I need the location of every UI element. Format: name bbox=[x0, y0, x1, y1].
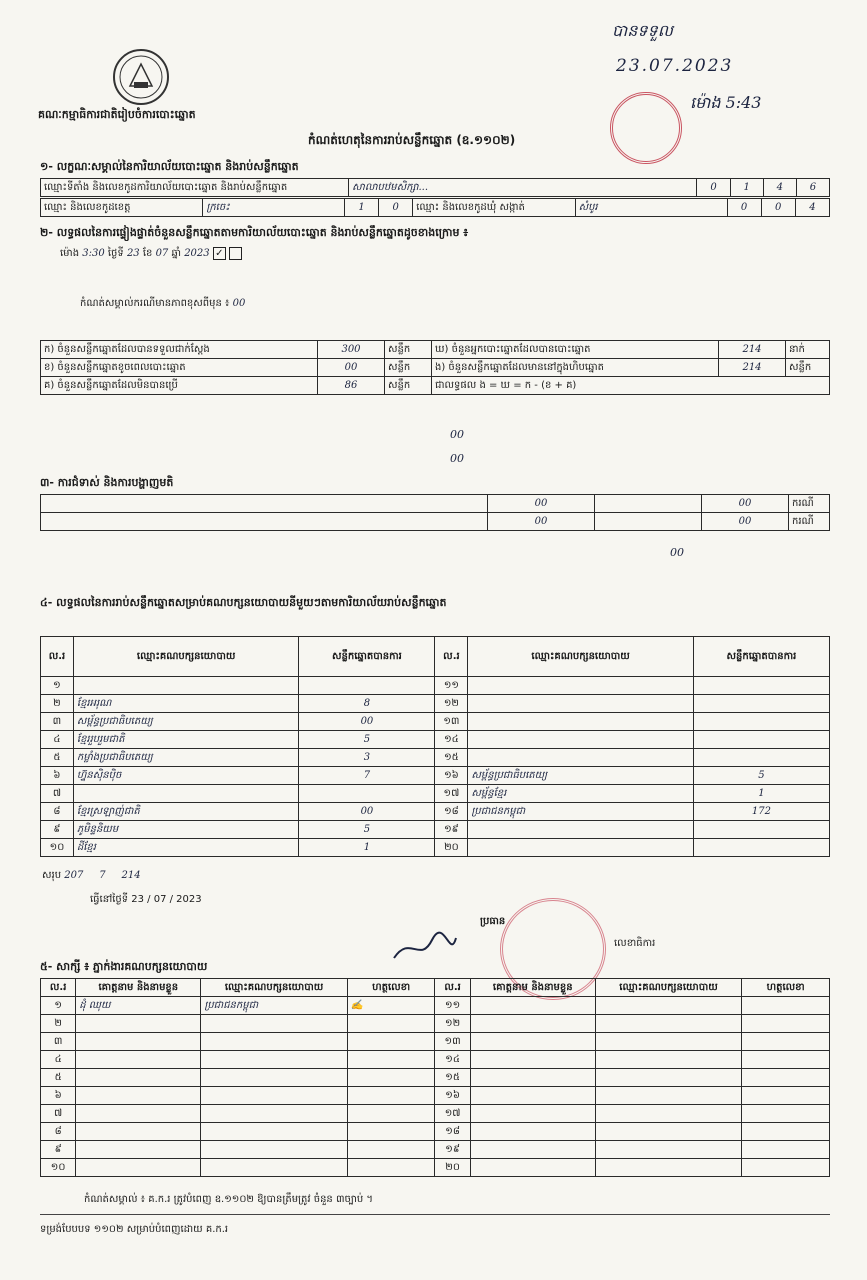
table-row bbox=[41, 1069, 830, 1087]
verify-time: 3:30 bbox=[82, 248, 105, 259]
table-row bbox=[41, 803, 830, 821]
table-row bbox=[41, 767, 830, 785]
checkbox-no bbox=[229, 247, 242, 260]
table-row bbox=[41, 821, 830, 839]
table-cell: ១៧ bbox=[435, 785, 468, 803]
table-cell: ខ្មែរអរុណ bbox=[73, 695, 298, 713]
commune-label: ឈ្មោះ និងលេខកូដឃុំ សង្កាត់ bbox=[413, 199, 575, 217]
table-row bbox=[41, 785, 830, 803]
table-cell bbox=[595, 1087, 741, 1105]
col-no-left: ល.រ bbox=[41, 637, 74, 677]
table-cell bbox=[742, 1105, 830, 1123]
total-in-box: 214 bbox=[121, 870, 141, 881]
section1-title: ១- លក្ខណៈសម្គាល់នៃការិយាល័យបោះឆ្នោត និងរាប់សន្លឹកឆ្នោត bbox=[40, 160, 299, 173]
table-cell: 00 bbox=[299, 713, 435, 731]
date-line: ធ្វើនៅថ្ងៃទី 23 / 07 / 2023 bbox=[90, 894, 202, 905]
table-cell: 8 bbox=[299, 695, 435, 713]
table-cell: ៦ bbox=[41, 1087, 76, 1105]
objection-unit-2: ករណី bbox=[789, 513, 830, 531]
table-cell: ១៤ bbox=[435, 731, 468, 749]
table-cell bbox=[76, 1159, 201, 1177]
table-cell: សម្ព័ន្ធប្រជាធិបតេយ្យ bbox=[468, 767, 693, 785]
table-cell bbox=[470, 997, 595, 1015]
objection-value-4: 00 bbox=[702, 513, 789, 531]
table-row bbox=[41, 1051, 830, 1069]
table-cell: ៣ bbox=[41, 1033, 76, 1051]
w-col-name-left: គោត្តនាម និងនាមខ្លួន bbox=[76, 979, 201, 997]
table-cell bbox=[73, 785, 298, 803]
table-cell: ១៤ bbox=[435, 1051, 470, 1069]
other-value: 00 bbox=[670, 546, 684, 559]
count-a-value: 300 bbox=[318, 341, 385, 359]
table-cell bbox=[693, 731, 829, 749]
table-cell bbox=[595, 1105, 741, 1123]
table-cell bbox=[742, 1123, 830, 1141]
table-cell: កម្លាំងប្រជាធិបតេយ្យ bbox=[73, 749, 298, 767]
table-cell: ភូមិន្ទនិយម bbox=[73, 821, 298, 839]
official-stamp bbox=[610, 92, 682, 164]
commune-value: សំបូរ bbox=[575, 199, 727, 217]
table-row bbox=[41, 1141, 830, 1159]
table-cell bbox=[693, 839, 829, 857]
table-cell bbox=[347, 1105, 435, 1123]
section2-counts-table bbox=[40, 340, 830, 395]
votes-table bbox=[40, 636, 830, 857]
table-cell bbox=[742, 1069, 830, 1087]
table-cell bbox=[742, 997, 830, 1015]
table-cell: ៤ bbox=[41, 731, 74, 749]
count-d-value: 214 bbox=[719, 341, 786, 359]
incident-label: កំណត់សម្គាល់ករណីមានភាពខុសពីមុន ៖ bbox=[80, 298, 230, 309]
table-cell bbox=[201, 1087, 347, 1105]
table-cell bbox=[76, 1051, 201, 1069]
table-cell bbox=[595, 1033, 741, 1051]
count-e-value: 214 bbox=[719, 359, 786, 377]
table-cell: ២០ bbox=[435, 1159, 470, 1177]
table-cell bbox=[470, 1051, 595, 1069]
table-cell bbox=[595, 1015, 741, 1033]
table-cell bbox=[347, 1033, 435, 1051]
table-cell: ១៦ bbox=[435, 767, 468, 785]
table-cell bbox=[742, 1051, 830, 1069]
table-cell bbox=[347, 1159, 435, 1177]
table-cell: ១ bbox=[41, 677, 74, 695]
incident-value: 00 bbox=[232, 298, 246, 309]
table-cell: ប្រជាជនកម្ពុជា bbox=[468, 803, 693, 821]
objection-value-2: 00 bbox=[702, 495, 789, 513]
table-cell bbox=[742, 1033, 830, 1051]
table-cell bbox=[347, 1123, 435, 1141]
table-row bbox=[41, 1159, 830, 1177]
section2-title: ២- លទ្ធផលនៃការផ្ទៀងផ្ទាត់ចំនួនសន្លឹកឆ្នោតតាមការិយាល័យបោះឆ្នោត និងរាប់សន្លឹកឆ្នោតដូចខាងក្រោម ៖ bbox=[40, 226, 469, 239]
table-cell: ប្រជាជនកម្ពុជា bbox=[201, 997, 347, 1015]
table-cell: ១៣ bbox=[435, 1033, 470, 1051]
table-cell bbox=[470, 1123, 595, 1141]
section1-table bbox=[40, 178, 830, 197]
table-cell bbox=[73, 677, 298, 695]
location-label: ឈ្មោះទីតាំង និងលេខកូដការិយាល័យបោះឆ្នោត និងរាប់សន្លឹកឆ្នោត bbox=[41, 179, 349, 197]
table-cell: ១៥ bbox=[435, 1069, 470, 1087]
col-no-right: ល.រ bbox=[435, 637, 468, 677]
table-row bbox=[41, 695, 830, 713]
table-cell bbox=[76, 1033, 201, 1051]
table-cell: 5 bbox=[299, 821, 435, 839]
table-cell: ២ bbox=[41, 1015, 76, 1033]
table-cell bbox=[347, 1141, 435, 1159]
section4-title: ៤- លទ្ធផលនៃការរាប់សន្លឹកឆ្នោតសម្រាប់គណបក្សនយោបាយនីមួយៗតាមការិយាល័យរាប់សន្លឹកឆ្នោត bbox=[40, 596, 447, 609]
total-valid: 207 bbox=[64, 870, 84, 881]
table-cell bbox=[742, 1087, 830, 1105]
verify-day: 23 bbox=[126, 248, 140, 259]
count-a-unit: សន្លឹក bbox=[385, 341, 432, 359]
table-cell: សម្ព័ន្ធខ្មែរ bbox=[468, 785, 693, 803]
table-cell bbox=[595, 1159, 741, 1177]
table-cell: សម្ព័ន្ធប្រជាធិបតេយ្យ bbox=[73, 713, 298, 731]
secretary-label: លេខាធិការ bbox=[614, 938, 656, 949]
table-cell: 5 bbox=[693, 767, 829, 785]
commune-code-2: 0 bbox=[761, 199, 795, 217]
table-cell bbox=[201, 1105, 347, 1123]
section5-title: ៥- សាក្សី ៖ ភ្នាក់ងារគណបក្សនយោបាយ bbox=[40, 960, 208, 973]
section3-title: ៣- ការជំទាស់ និងការបង្ហាញមតិ bbox=[40, 476, 174, 489]
table-row bbox=[41, 1105, 830, 1123]
table-cell bbox=[347, 1069, 435, 1087]
w-col-no-right: ល.រ bbox=[435, 979, 470, 997]
table-cell: ៥ bbox=[41, 749, 74, 767]
table-cell bbox=[693, 821, 829, 839]
table-cell: ១៩ bbox=[435, 821, 468, 839]
objection-value-1: 00 bbox=[488, 495, 595, 513]
province-label: ឈ្មោះ និងលេខកូដខេត្ត bbox=[41, 199, 203, 217]
table-cell bbox=[76, 1069, 201, 1087]
count-b-unit: សន្លឹក bbox=[385, 359, 432, 377]
col-party-right: ឈ្មោះគណបក្សនយោបាយ bbox=[468, 637, 693, 677]
table-cell bbox=[76, 1123, 201, 1141]
table-cell bbox=[742, 1159, 830, 1177]
received-time: ម៉ោង 5:43 bbox=[690, 93, 762, 112]
table-cell bbox=[470, 1159, 595, 1177]
verify-year: 2023 bbox=[184, 248, 210, 259]
province-code-1: 1 bbox=[345, 199, 379, 217]
table-cell bbox=[595, 1141, 741, 1159]
totals-line: សរុប 207 7 214 bbox=[42, 870, 141, 881]
table-cell: ៧ bbox=[41, 1105, 76, 1123]
table-cell bbox=[201, 1069, 347, 1087]
total-invalid: 7 bbox=[99, 870, 106, 881]
table-cell bbox=[595, 1123, 741, 1141]
table-cell bbox=[347, 1087, 435, 1105]
table-cell: ២ bbox=[41, 695, 74, 713]
objection-value-3: 00 bbox=[488, 513, 595, 531]
table-cell bbox=[76, 1105, 201, 1123]
received-date: 23.07.2023 bbox=[616, 56, 734, 76]
table-row bbox=[41, 749, 830, 767]
note2-value: 00 bbox=[450, 452, 464, 465]
table-cell bbox=[470, 1015, 595, 1033]
table-cell: ១៨ bbox=[435, 803, 468, 821]
table-cell: ៨ bbox=[41, 803, 74, 821]
table-cell bbox=[470, 1087, 595, 1105]
received-label: បានទទួល bbox=[612, 21, 673, 40]
table-cell bbox=[595, 997, 741, 1015]
table-cell: ហ្វ៊ុនស៊ិនប៉ិច bbox=[73, 767, 298, 785]
table-cell: ១១ bbox=[435, 677, 468, 695]
table-cell bbox=[693, 713, 829, 731]
table-cell: ៣ bbox=[41, 713, 74, 731]
province-code-2: 0 bbox=[379, 199, 413, 217]
table-row bbox=[41, 1033, 830, 1051]
commune-code-1: 0 bbox=[727, 199, 761, 217]
table-cell: 7 bbox=[299, 767, 435, 785]
table-cell bbox=[299, 785, 435, 803]
formula-label: ជាលទ្ធផល ង = ឃ = ក - (ខ + គ) bbox=[432, 377, 830, 395]
table-cell bbox=[201, 1015, 347, 1033]
verify-month: 07 bbox=[155, 248, 169, 259]
table-row bbox=[41, 677, 830, 695]
table-cell: ១៥ bbox=[435, 749, 468, 767]
table-cell: ខ្មែរស្រឡាញ់ជាតិ bbox=[73, 803, 298, 821]
table-cell bbox=[742, 1141, 830, 1159]
count-a-label: ក) ចំនួនសន្លឹកឆ្នោតដែលបានទទួលជាក់ស្តែង bbox=[41, 341, 318, 359]
table-cell: ១៦ bbox=[435, 1087, 470, 1105]
table-cell: 1 bbox=[693, 785, 829, 803]
table-cell: ១០ bbox=[41, 839, 74, 857]
table-row bbox=[41, 1123, 830, 1141]
table-cell: ✍ bbox=[347, 997, 435, 1015]
table-row bbox=[41, 713, 830, 731]
count-c-unit: សន្លឹក bbox=[385, 377, 432, 395]
table-cell: ដុំ ឈុយ bbox=[76, 997, 201, 1015]
table-cell: ១៨ bbox=[435, 1123, 470, 1141]
table-cell: ៥ bbox=[41, 1069, 76, 1087]
table-cell: 172 bbox=[693, 803, 829, 821]
table-cell: 00 bbox=[299, 803, 435, 821]
table-cell bbox=[201, 1033, 347, 1051]
col-votes-left: សន្លឹកឆ្នោតបានការ bbox=[299, 637, 435, 677]
table-cell: ៩ bbox=[41, 1141, 76, 1159]
province-value: ក្រចេះ bbox=[203, 199, 345, 217]
table-cell bbox=[201, 1159, 347, 1177]
table-row bbox=[41, 731, 830, 749]
section1-table-row2 bbox=[40, 198, 830, 217]
table-cell: ៨ bbox=[41, 1123, 76, 1141]
committee-name: គណៈកម្មាធិការជាតិរៀបចំការបោះឆ្នោត bbox=[38, 108, 196, 121]
checkbox-yes: ✓ bbox=[213, 247, 226, 260]
table-cell: ២០ bbox=[435, 839, 468, 857]
form-note: ទម្រង់បែបបទ ១១០២ សម្រាប់បំពេញដោយ គ.ក.រ bbox=[40, 1224, 229, 1235]
count-d-unit: នាក់ bbox=[786, 341, 830, 359]
table-cell: ១១ bbox=[435, 997, 470, 1015]
table-cell bbox=[468, 677, 693, 695]
location-code-1: 0 bbox=[697, 179, 730, 197]
table-cell bbox=[470, 1141, 595, 1159]
col-party-left: ឈ្មោះគណបក្សនយោបាយ bbox=[73, 637, 298, 677]
table-cell: ១៣ bbox=[435, 713, 468, 731]
location-code-4: 6 bbox=[796, 179, 829, 197]
table-cell bbox=[595, 1051, 741, 1069]
table-cell bbox=[201, 1051, 347, 1069]
col-votes-right: សន្លឹកឆ្នោតបានការ bbox=[693, 637, 829, 677]
footnote: កំណត់សម្គាល់ ៖ គ.ក.រ ត្រូវបំពេញ ឧ.១១០២ ឱ្យបានត្រឹមត្រូវ ចំនួន ៣ច្បាប់ ។ bbox=[84, 1194, 373, 1205]
count-c-label: គ) ចំនួនសន្លឹកឆ្នោតដែលមិនបានប្រើ bbox=[41, 377, 318, 395]
table-cell: ៩ bbox=[41, 821, 74, 839]
table-cell bbox=[742, 1015, 830, 1033]
nec-logo-icon bbox=[112, 48, 170, 106]
chairman-label: ប្រធាន bbox=[480, 916, 506, 927]
table-cell: ៦ bbox=[41, 767, 74, 785]
count-e-label: ង) ចំនួនសន្លឹកឆ្នោតដែលមាននៅក្នុងហិបឆ្នោត bbox=[432, 359, 719, 377]
count-d-label: ឃ) ចំនួនអ្នកបោះឆ្នោតដែលបានបោះឆ្នោត bbox=[432, 341, 719, 359]
w-col-sign-right: ហត្ថលេខា bbox=[742, 979, 830, 997]
table-cell bbox=[76, 1015, 201, 1033]
table-cell bbox=[347, 1051, 435, 1069]
table-cell bbox=[468, 695, 693, 713]
section3-table bbox=[40, 494, 830, 531]
table-cell bbox=[201, 1141, 347, 1159]
table-cell bbox=[470, 1105, 595, 1123]
table-cell bbox=[693, 749, 829, 767]
table-cell bbox=[468, 839, 693, 857]
table-cell bbox=[468, 749, 693, 767]
count-b-value: 00 bbox=[318, 359, 385, 377]
table-cell: 5 bbox=[299, 731, 435, 749]
w-col-party-right: ឈ្មោះគណបក្សនយោបាយ bbox=[595, 979, 741, 997]
table-cell bbox=[693, 677, 829, 695]
table-cell bbox=[201, 1123, 347, 1141]
table-cell: ១២ bbox=[435, 1015, 470, 1033]
location-code-2: 1 bbox=[730, 179, 763, 197]
location-code-3: 4 bbox=[763, 179, 796, 197]
table-cell: 1 bbox=[299, 839, 435, 857]
table-cell bbox=[468, 731, 693, 749]
table-cell bbox=[595, 1069, 741, 1087]
table-cell: ៤ bbox=[41, 1051, 76, 1069]
w-col-name-right: គោត្តនាម និងនាមខ្លួន bbox=[470, 979, 595, 997]
w-col-no-left: ល.រ bbox=[41, 979, 76, 997]
table-cell: ដីខ្មែរ bbox=[73, 839, 298, 857]
location-value: សាលាបឋមសិក្សា... bbox=[349, 179, 697, 197]
count-c-value: 86 bbox=[318, 377, 385, 395]
table-cell bbox=[693, 695, 829, 713]
table-cell: 3 bbox=[299, 749, 435, 767]
table-row bbox=[41, 1087, 830, 1105]
form-title: កំណត់ហេតុនៃការរាប់សន្លឹកឆ្នោត (ឧ.១១០២) bbox=[308, 133, 516, 147]
table-cell: ខ្មែររួបរួមជាតិ bbox=[73, 731, 298, 749]
table-row bbox=[41, 839, 830, 857]
table-row bbox=[41, 1015, 830, 1033]
count-e-unit: សន្លឹក bbox=[786, 359, 830, 377]
w-col-party-left: ឈ្មោះគណបក្សនយោបាយ bbox=[201, 979, 347, 997]
table-cell bbox=[468, 713, 693, 731]
table-cell bbox=[76, 1087, 201, 1105]
table-cell: ១៩ bbox=[435, 1141, 470, 1159]
table-cell bbox=[470, 1069, 595, 1087]
commune-code-3: 4 bbox=[795, 199, 829, 217]
table-cell: ១៧ bbox=[435, 1105, 470, 1123]
table-cell: ១២ bbox=[435, 695, 468, 713]
count-b-label: ខ) ចំនួនសន្លឹកឆ្នោតខូចពេលបោះឆ្នោត bbox=[41, 359, 318, 377]
witness-table bbox=[40, 978, 830, 1177]
note1-value: 00 bbox=[450, 428, 464, 441]
objection-unit-1: ករណី bbox=[789, 495, 830, 513]
table-cell: ១០ bbox=[41, 1159, 76, 1177]
verify-time-line: ម៉ោង 3:30 ថ្ងៃទី 23 ខែ 07 ឆ្នាំ 2023 ✓ bbox=[60, 246, 830, 261]
table-cell bbox=[470, 1033, 595, 1051]
table-cell: ១ bbox=[41, 997, 76, 1015]
table-cell bbox=[347, 1015, 435, 1033]
table-cell bbox=[76, 1141, 201, 1159]
table-cell bbox=[299, 677, 435, 695]
table-row bbox=[41, 997, 830, 1015]
incident-line bbox=[80, 296, 245, 311]
table-cell bbox=[468, 821, 693, 839]
chairman-signature-icon bbox=[390, 930, 460, 966]
table-cell: ៧ bbox=[41, 785, 74, 803]
w-col-sign-left: ហត្ថលេខា bbox=[347, 979, 435, 997]
